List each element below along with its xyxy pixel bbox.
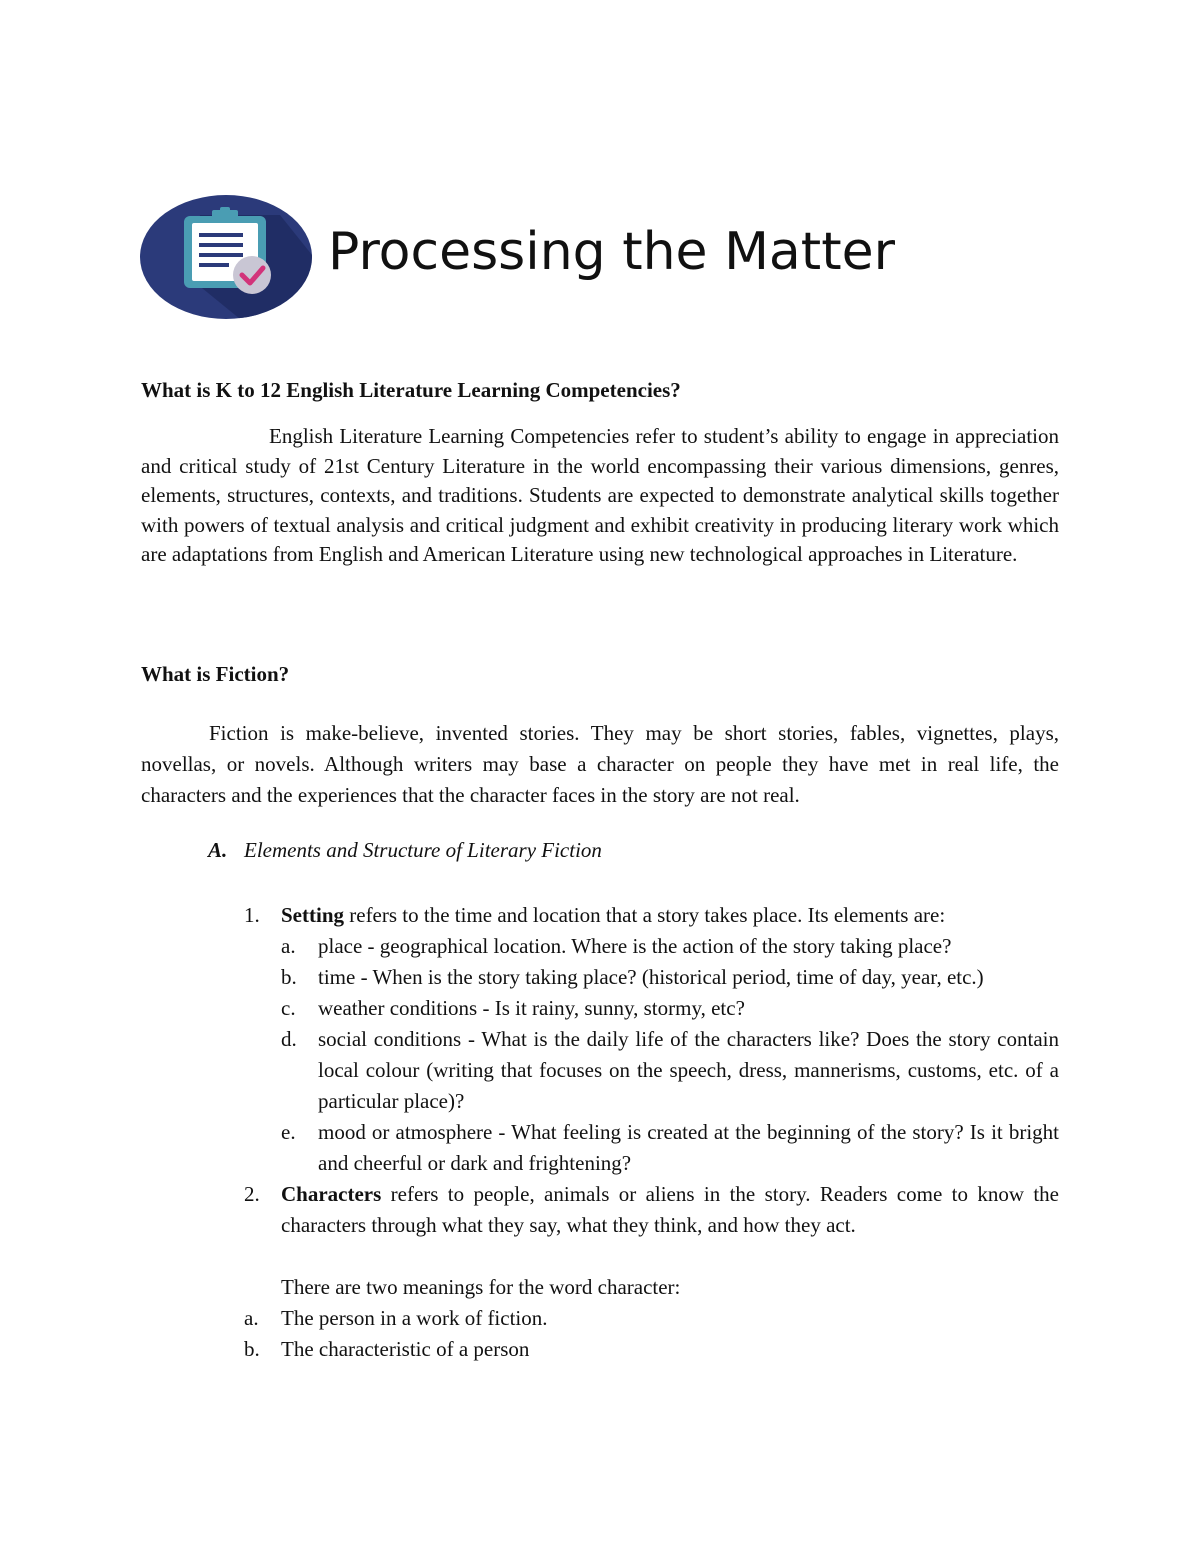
- page-title: Processing the Matter: [328, 222, 895, 282]
- sub-item-letter: a.: [281, 934, 296, 958]
- sub-item-letter: b.: [281, 965, 297, 989]
- item-number: 1.: [244, 903, 260, 927]
- sub-item: [244, 1303, 1059, 1334]
- sub-item-text: social conditions - What is the daily life of the characters like? Does the story contain local colour (writing that focuses on the speech, dress, mannerisms, customs, etc. of a particular place)?: [318, 1027, 1059, 1113]
- character-intro: There are two meanings for the word character:: [281, 1275, 681, 1299]
- sub-item: [281, 962, 1059, 993]
- clipboard-checklist-icon: [140, 195, 312, 319]
- item-text: refers to people, animals or aliens in the story. Readers come to know the characters through what they say, what they think, and how they act.: [281, 1182, 1059, 1237]
- sub-item-text: The person in a work of fiction.: [281, 1306, 548, 1330]
- item-term: Characters: [281, 1182, 382, 1206]
- section-a-letter: A.: [208, 838, 228, 862]
- sub-item: [281, 931, 1059, 962]
- list-item: [244, 1179, 1059, 1241]
- sub-list: [281, 931, 1059, 1179]
- sub-item: [281, 1117, 1059, 1179]
- sub-item-letter: e.: [281, 1120, 296, 1144]
- heading-competencies: What is K to 12 English Literature Learning Competencies?: [141, 378, 681, 402]
- section-a-title: Elements and Structure of Literary Fiction: [244, 838, 602, 862]
- section-a-heading: [208, 838, 602, 863]
- sub-item-text: time - When is the story taking place? (historical period, time of day, year, etc.): [318, 965, 984, 989]
- sub-item: [281, 1024, 1059, 1117]
- elements-list: [244, 900, 1059, 1365]
- sub-item-text: place - geographical location. Where is the action of the story taking place?: [318, 934, 952, 958]
- item-number: 2.: [244, 1182, 260, 1206]
- heading-fiction: What is Fiction?: [141, 662, 290, 686]
- sub-item-letter: d.: [281, 1027, 297, 1051]
- sub-item-text: weather conditions - Is it rainy, sunny, stormy, etc?: [318, 996, 745, 1020]
- paragraph-competencies-wrap: [141, 422, 1059, 570]
- paragraph-fiction-wrap: [141, 718, 1059, 811]
- sub-item-letter: a.: [244, 1306, 259, 1330]
- sub-item-letter: b.: [244, 1337, 260, 1361]
- sub-item-letter: c.: [281, 996, 296, 1020]
- item-text: refers to the time and location that a story takes place. Its elements are:: [344, 903, 946, 927]
- paragraph-fiction: Fiction is make-believe, invented stories. They may be short stories, fables, vignettes, plays, novellas, or novels. Although writers may base a character on people they have met in real life, the characters and the experiences that the character faces in the story are not real.: [141, 721, 1059, 807]
- sub-list: [244, 1303, 1059, 1365]
- section-competencies: [141, 376, 1059, 406]
- section-fiction: [141, 660, 1059, 690]
- item-term: Setting: [281, 903, 344, 927]
- spacer: [244, 1241, 1059, 1272]
- sub-item-text: mood or atmosphere - What feeling is created at the beginning of the story? Is it bright and cheerful or dark and frightening?: [318, 1120, 1059, 1175]
- sub-item: [244, 1334, 1059, 1365]
- sub-item: [281, 993, 1059, 1024]
- paragraph-competencies: English Literature Learning Competencies refer to student’s ability to engage in appreciation and critical study of 21st Century Literature in the world encompassing their various dimensions, genres, elements, structures, contexts, and traditions. Students are expected to demonstrate analytical skills together with powers of textual analysis and critical judgment and exhibit creativity in producing literary work which are adaptations from English and American Literature using new technological approaches in Literature.: [141, 424, 1059, 566]
- sub-item-text: The characteristic of a person: [281, 1337, 530, 1361]
- list-item: [244, 900, 1059, 931]
